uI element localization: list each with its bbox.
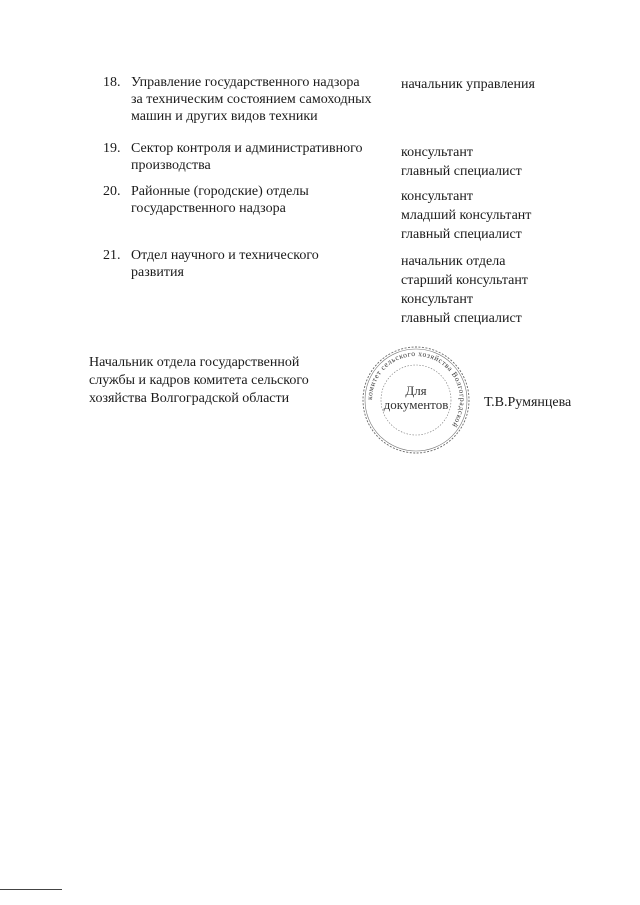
stamp-center-line: Для bbox=[405, 383, 427, 398]
position-list bbox=[401, 143, 621, 181]
position-item: консультант bbox=[401, 189, 473, 204]
signatory-title-line: Начальник отдела государственной bbox=[89, 355, 300, 370]
position-list bbox=[401, 252, 621, 328]
position-item: консультант bbox=[401, 292, 473, 307]
department-line: Управление государственного надзора bbox=[131, 75, 360, 90]
department-name bbox=[131, 140, 396, 174]
row-number: 21. bbox=[103, 248, 121, 263]
signatory-name: Т.В.Румянцева bbox=[484, 395, 572, 410]
department-line: Районные (городские) отделы bbox=[131, 184, 309, 199]
department-line: развития bbox=[131, 265, 184, 280]
row-number: 18. bbox=[103, 75, 121, 90]
stamp-center-line: документов bbox=[383, 397, 449, 412]
position-list bbox=[401, 187, 621, 244]
department-name bbox=[131, 183, 396, 217]
department-line: Отдел научного и технического bbox=[131, 248, 319, 263]
footer-divider bbox=[0, 889, 62, 890]
department-name bbox=[131, 247, 396, 281]
position-item: младший консультант bbox=[401, 208, 532, 223]
row-number: 19. bbox=[103, 141, 121, 156]
position-item: главный специалист bbox=[401, 311, 522, 326]
position-list bbox=[401, 75, 621, 94]
department-name bbox=[131, 74, 396, 125]
position-item: начальник управления bbox=[401, 77, 535, 92]
department-line: государственного надзора bbox=[131, 201, 286, 216]
signatory-title-line: службы и кадров комитета сельского bbox=[89, 373, 309, 388]
stamp-seal-icon bbox=[356, 345, 476, 455]
position-item: начальник отдела bbox=[401, 254, 506, 269]
position-item: главный специалист bbox=[401, 227, 522, 242]
signatory-title-line: хозяйства Волгоградской области bbox=[89, 391, 290, 406]
row-number: 20. bbox=[103, 184, 121, 199]
signatory-title bbox=[89, 354, 349, 408]
department-line: производства bbox=[131, 158, 211, 173]
department-line: за техническим состоянием самоходных bbox=[131, 92, 372, 107]
stamp-ring-text: комитет сельского хозяйства Волгоградской bbox=[364, 348, 468, 430]
stamp-seal bbox=[356, 345, 476, 455]
position-item: консультант bbox=[401, 145, 473, 160]
department-line: машин и других видов техники bbox=[131, 109, 318, 124]
position-item: старший консультант bbox=[401, 273, 528, 288]
department-line: Сектор контроля и административного bbox=[131, 141, 363, 156]
position-item: главный специалист bbox=[401, 164, 522, 179]
